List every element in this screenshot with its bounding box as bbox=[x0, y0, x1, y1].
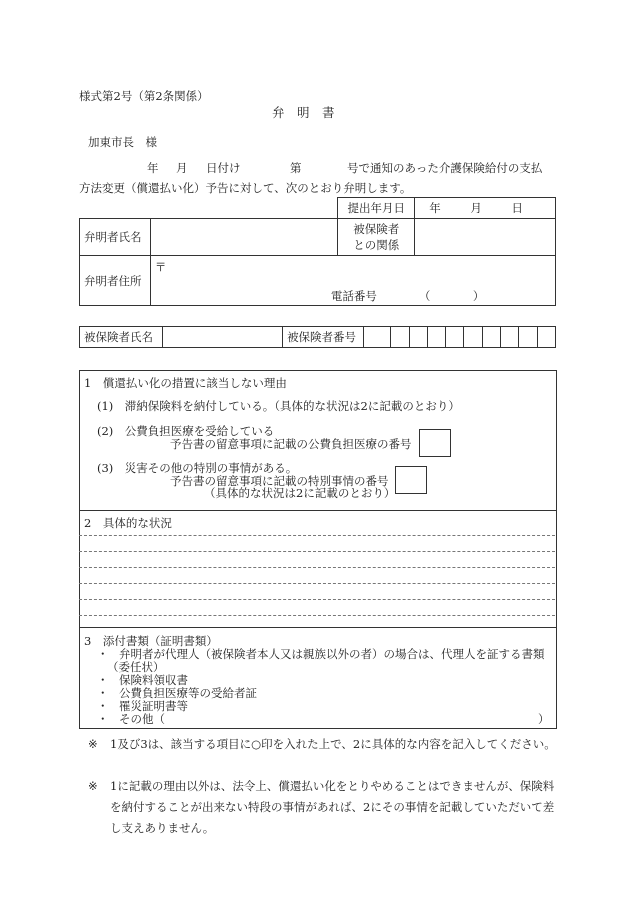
date-day: 日 bbox=[511, 201, 524, 215]
postal-mark: 〒 bbox=[154, 260, 167, 274]
reason-item-1: (1) 滞納保険料を納付している。（具体的な状況は2に記載のとおり） bbox=[97, 399, 460, 413]
insured-number-digit[interactable] bbox=[464, 327, 482, 348]
note-1-text: 1及び3は、該当する項目に○印を入れた上で、2に具体的な内容を記入してください。 bbox=[110, 737, 556, 751]
bullet: ・ bbox=[97, 686, 109, 700]
intro-line-2: 方法変更（償還払い化）予告に対して、次のとおり弁明します。 bbox=[79, 181, 412, 195]
writing-line[interactable] bbox=[79, 583, 555, 584]
attachment-item: 保険料領収書 bbox=[119, 673, 188, 687]
bullet: ・ bbox=[97, 673, 109, 687]
intro-no-prefix: 第 bbox=[290, 161, 302, 175]
insured-table bbox=[79, 326, 556, 348]
phone-paren-close: ） bbox=[472, 289, 485, 303]
insured-number-label: 被保険者番号 bbox=[283, 327, 364, 348]
writing-line[interactable] bbox=[79, 615, 555, 616]
reason-item-3-note: （具体的な状況は2に記載のとおり） bbox=[204, 486, 396, 500]
insured-number-digit[interactable] bbox=[500, 327, 518, 348]
note-1 bbox=[88, 734, 556, 755]
insured-name-field[interactable] bbox=[163, 327, 283, 348]
bullet: ・ bbox=[97, 647, 109, 661]
name-label: 弁明者氏名 bbox=[80, 219, 151, 256]
document-title: 弁 明 書 bbox=[272, 105, 335, 120]
other-close-paren: ） bbox=[538, 712, 550, 726]
submit-date-field[interactable] bbox=[415, 198, 556, 219]
intro-year: 年 bbox=[147, 161, 159, 175]
applicant-table bbox=[79, 197, 556, 306]
bullet: ・ bbox=[97, 699, 109, 713]
section-divider-2 bbox=[79, 627, 556, 628]
attachment-item: 弁明者が代理人（被保険者本人又は親族以外の者）の場合は、代理人を証する書類 bbox=[119, 647, 545, 661]
reason-item-3: (3) 災害その他の特別の事情がある。 bbox=[97, 461, 298, 475]
writing-line[interactable] bbox=[79, 567, 555, 568]
insured-number-digit[interactable] bbox=[363, 327, 391, 348]
phone-label: 電話番号 bbox=[330, 289, 377, 303]
note-mark: ※ bbox=[88, 737, 98, 751]
insured-number-digit[interactable] bbox=[482, 327, 500, 348]
relation-label bbox=[338, 219, 415, 256]
attachment-item: 罹災証明書等 bbox=[119, 699, 188, 713]
intro-date-suffix: 日付け bbox=[206, 161, 241, 175]
writing-line[interactable] bbox=[79, 551, 555, 552]
attachment-item: その他（ bbox=[119, 712, 165, 726]
section1-title: 1 償還払い化の措置に該当しない理由 bbox=[84, 376, 287, 390]
special-circumstance-number-box[interactable] bbox=[395, 466, 427, 494]
addressee: 加東市長 様 bbox=[88, 135, 157, 149]
section2-title: 2 具体的な状況 bbox=[84, 516, 172, 530]
bullet: ・ bbox=[97, 712, 109, 726]
reason-item-3-sub: 予告書の留意事項に記載の特別事情の番号 bbox=[170, 474, 389, 488]
relation-label-line2: との関係 bbox=[353, 238, 400, 252]
form-number: 様式第2号（第2条関係） bbox=[79, 89, 209, 103]
insured-number-digit[interactable] bbox=[409, 327, 427, 348]
blank-corner bbox=[80, 198, 338, 219]
insured-name-label: 被保険者氏名 bbox=[80, 327, 163, 348]
attachment-item: 公費負担医療等の受給者証 bbox=[119, 686, 257, 700]
note-2-text: 1に記載の理由以外は、法令上、償還払い化をとりやめることはできませんが、保険料を納付することが出来ない特段の事情があれば、2にその事情を記載していただいて差し支えありません。 bbox=[110, 779, 555, 835]
intro-notice-text: 号で通知のあった介護保険給付の支払 bbox=[347, 161, 543, 175]
relation-label-line1: 被保険者 bbox=[353, 222, 400, 236]
address-field[interactable] bbox=[150, 256, 555, 306]
name-field[interactable] bbox=[150, 219, 338, 256]
insured-number-digit[interactable] bbox=[391, 327, 409, 348]
public-medical-number-box[interactable] bbox=[419, 429, 451, 457]
reason-item-2-sub: 予告書の留意事項に記載の公費負担医療の番号 bbox=[170, 437, 412, 451]
insured-number-digit[interactable] bbox=[446, 327, 464, 348]
submit-date-label: 提出年月日 bbox=[338, 198, 415, 219]
writing-line[interactable] bbox=[79, 535, 555, 536]
phone-paren-open: （ bbox=[418, 289, 431, 303]
relation-field[interactable] bbox=[415, 219, 556, 256]
intro-month: 月 bbox=[176, 161, 188, 175]
insured-number-digit[interactable] bbox=[427, 327, 445, 348]
note-mark: ※ bbox=[88, 779, 98, 793]
section-divider-1 bbox=[79, 510, 556, 511]
note-2 bbox=[88, 776, 556, 839]
insured-number-digit[interactable] bbox=[519, 327, 537, 348]
address-label: 弁明者住所 bbox=[80, 256, 151, 306]
date-year: 年 bbox=[429, 201, 441, 215]
date-month: 月 bbox=[470, 201, 482, 215]
attachment-item-cont: （委任状） bbox=[107, 660, 165, 674]
section3-title: 3 添付書類（証明書類） bbox=[84, 634, 218, 648]
reason-item-2: (2) 公費負担医療を受給している bbox=[97, 424, 275, 438]
insured-number-digit[interactable] bbox=[537, 327, 555, 348]
writing-line[interactable] bbox=[79, 599, 555, 600]
